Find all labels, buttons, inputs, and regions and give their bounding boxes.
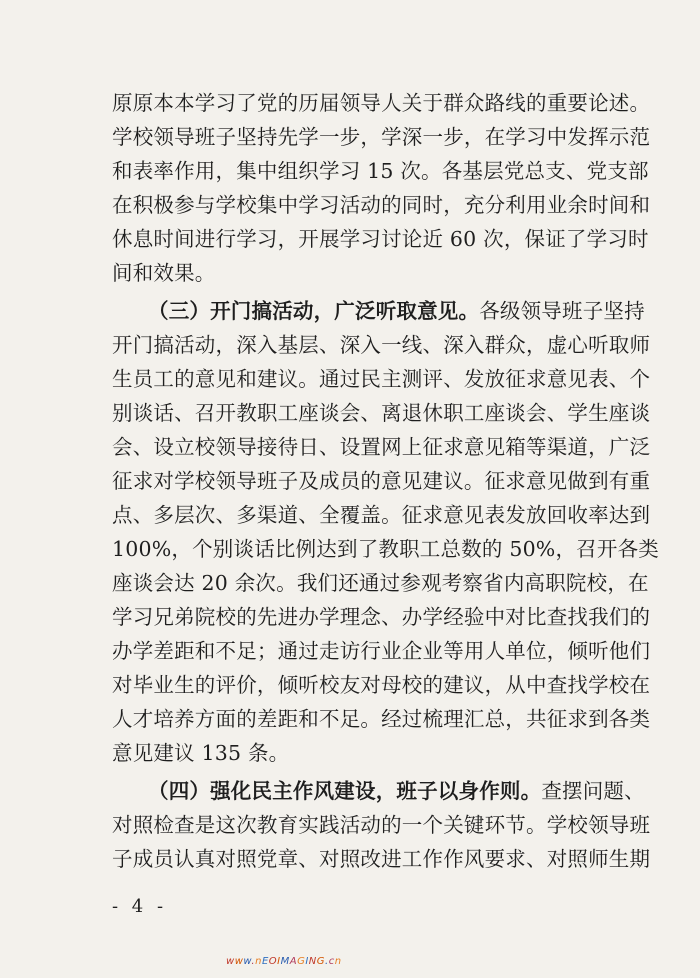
text-line: 别谈话、召开教职工座谈会、离退休职工座谈会、学生座谈: [112, 401, 651, 425]
text-line: 100%，个别谈话比例达到了教职工总数的 50%，召开各类: [112, 537, 659, 561]
text-line: 学习兄弟院校的先进办学理念、办学经验中对比查找我们的: [112, 605, 651, 629]
text-line: 会、设立校领导接待日、设置网上征求意见箱等渠道，广泛: [112, 435, 651, 459]
heading-rest-text: 查摆问题、: [541, 779, 645, 803]
watermark-text: www.nEOIMAGING.cn: [226, 956, 342, 967]
text-line: 间和效果。: [112, 261, 216, 285]
text-line: 点、多层次、多渠道、全覆盖。征求意见表发放回收率达到: [112, 503, 651, 527]
text-line: 休息时间进行学习，开展学习讨论近 60 次，保证了学习时: [112, 227, 649, 251]
section-heading-line: [148, 776, 645, 806]
text-line: 座谈会达 20 余次。我们还通过参观考察省内高职院校，在: [112, 571, 649, 595]
page-number: - 4 -: [112, 896, 168, 917]
text-line: 人才培养方面的差距和不足。经过梳理汇总，共征求到各类: [112, 707, 651, 731]
heading-rest-text: 各级领导班子坚持: [479, 299, 645, 323]
text-line: 对照检查是这次教育实践活动的一个关键环节。学校领导班: [112, 813, 651, 837]
text-line: 对毕业生的评价，倾听校友对母校的建议，从中查找学校在: [112, 673, 651, 697]
text-line: 和表率作用，集中组织学习 15 次。各基层党总支、党支部: [112, 159, 649, 183]
text-line: 意见建议 135 条。: [112, 741, 290, 765]
text-line: 开门搞活动，深入基层、深入一线、深入群众，虚心听取师: [112, 333, 651, 357]
section-heading-line: [148, 296, 645, 326]
section-heading: （三）开门搞活动，广泛听取意见。: [148, 299, 480, 323]
text-line: 办学差距和不足；通过走访行业企业等用人单位，倾听他们: [112, 639, 651, 663]
section-heading: （四）强化民主作风建设，班子以身作则。: [148, 779, 542, 803]
text-line: 征求对学校领导班子及成员的意见建议。征求意见做到有重: [112, 469, 651, 493]
text-line: 生员工的意见和建议。通过民主测评、发放征求意见表、个: [112, 367, 651, 391]
text-line: 在积极参与学校集中学习活动的同时，充分利用业余时间和: [112, 193, 651, 217]
text-line: 原原本本学习了党的历届领导人关于群众路线的重要论述。: [112, 91, 651, 115]
text-line: 学校领导班子坚持先学一步，学深一步，在学习中发挥示范: [112, 125, 651, 149]
text-line: 子成员认真对照党章、对照改进工作作风要求、对照师生期: [112, 847, 651, 871]
